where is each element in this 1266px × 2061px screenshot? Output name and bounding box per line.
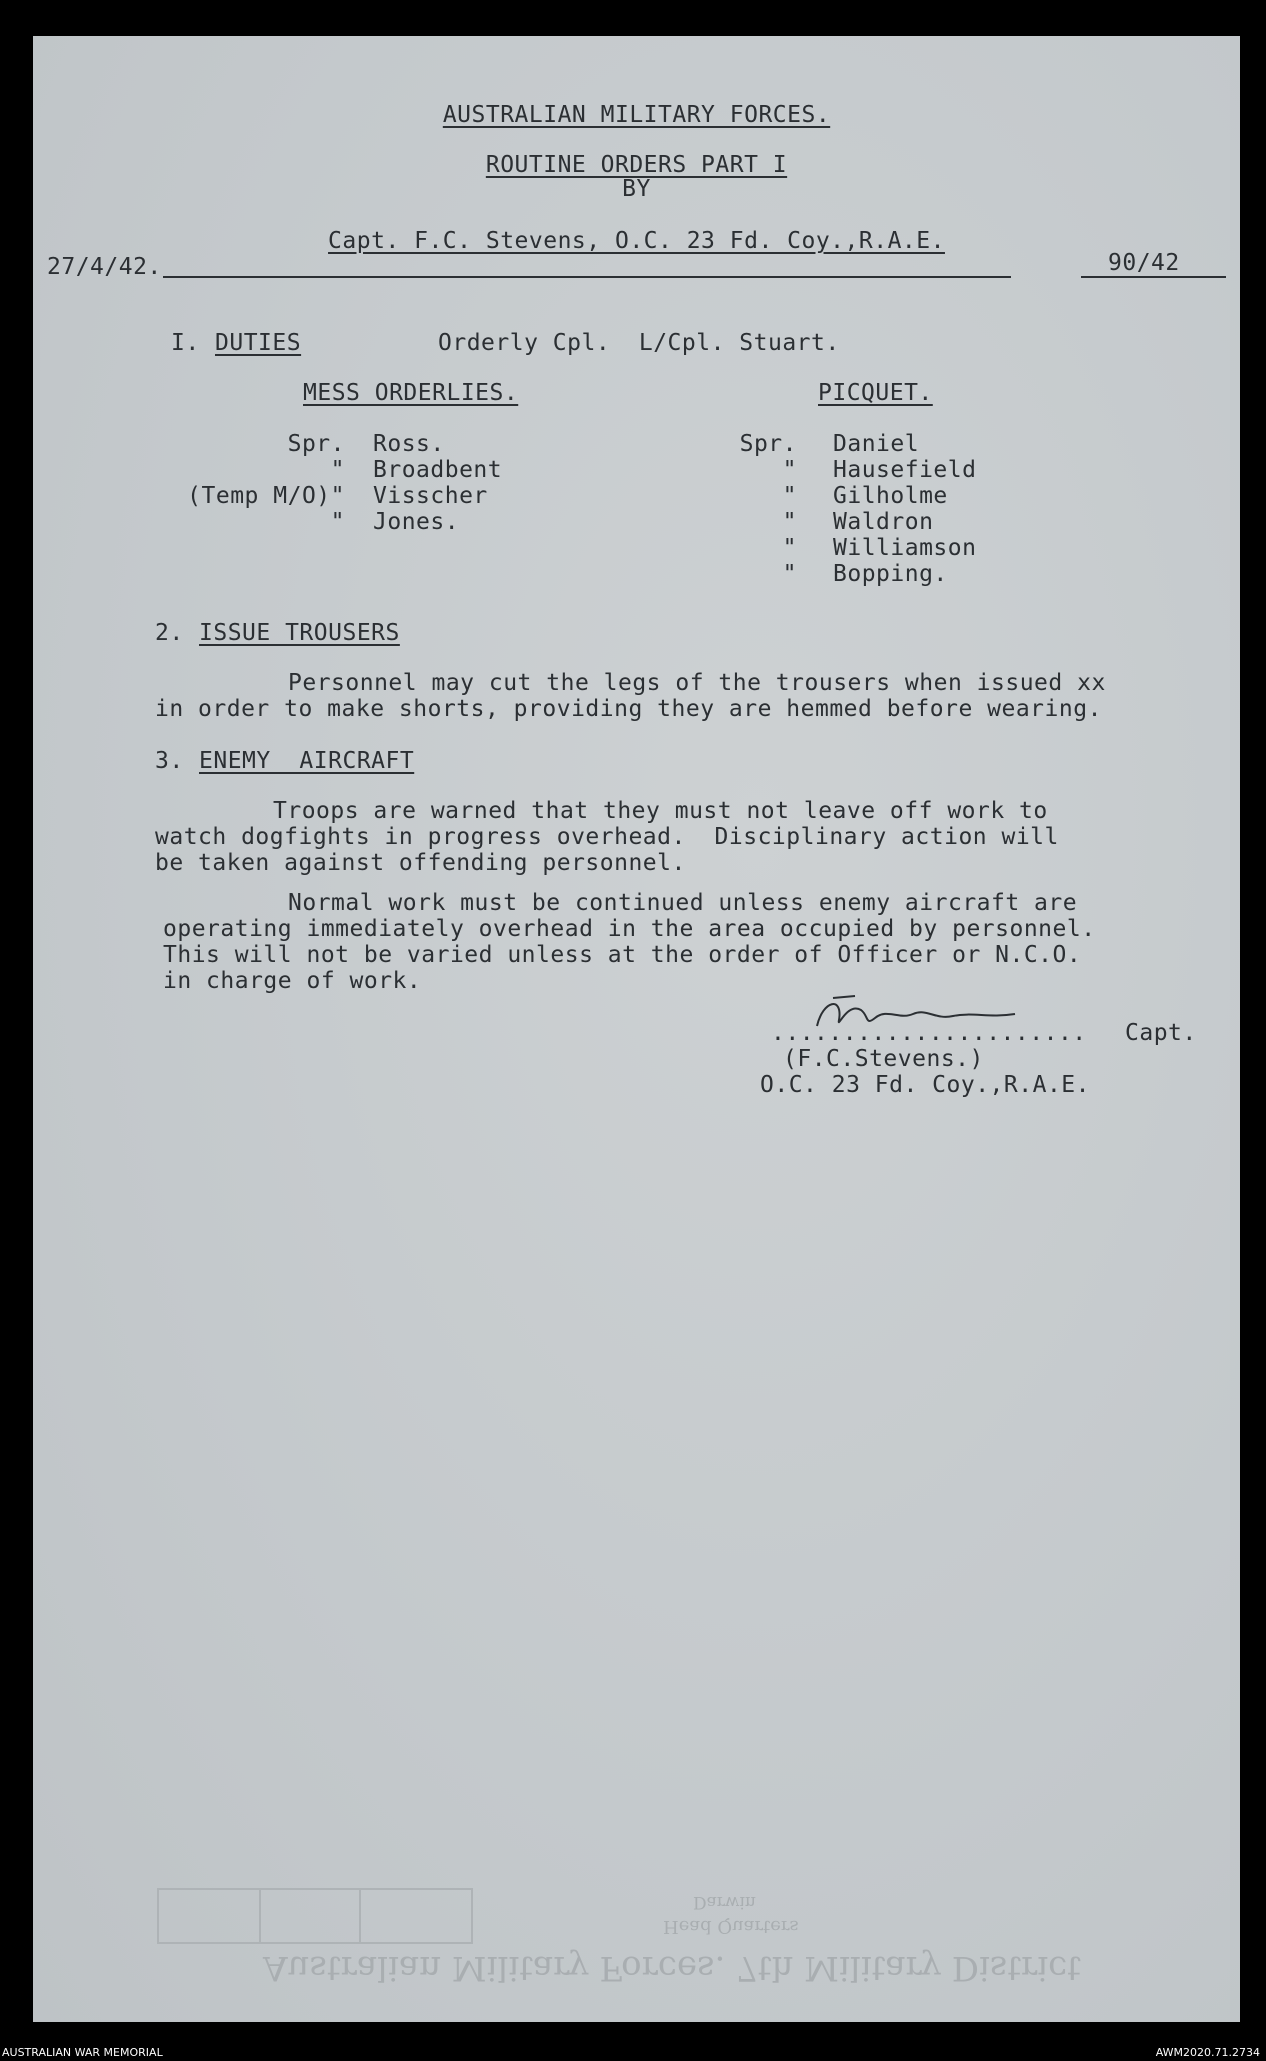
order-number: 90/42 — [1108, 250, 1180, 276]
aircraft-para2-line: This will not be varied unless at the order of Officer or N.C.O. — [163, 942, 1082, 968]
picquet-name: Hausefield — [833, 457, 977, 483]
issuer-line: Capt. F.C. Stevens, O.C. 23 Fd. Coy.,R.A.E. — [328, 228, 945, 254]
picquet-name: Williamson — [833, 535, 977, 561]
signature-dots: ...................... — [771, 1020, 1087, 1046]
header-rule — [163, 276, 1011, 278]
picquet-prefix: " — [782, 509, 797, 535]
mess-prefix: (Temp M/O)" — [187, 483, 345, 509]
mess-name: Broadbent — [373, 457, 503, 483]
mess-name: Visscher — [373, 483, 488, 509]
signatory-name: (F.C.Stevens.) — [783, 1046, 984, 1072]
number-rule — [1081, 276, 1226, 278]
orderly-corporal: Orderly Cpl. L/Cpl. Stuart. — [438, 330, 840, 356]
order-date: 27/4/42. — [47, 254, 162, 280]
mess-prefix: " — [330, 457, 345, 483]
duties-number: I. — [171, 330, 200, 356]
picquet-prefix: " — [782, 561, 797, 587]
faint-stamp-line3: Darwin — [693, 1892, 756, 1912]
picquet-heading: PICQUET. — [818, 380, 933, 406]
aircraft-para1-line: be taken against offending personnel. — [155, 850, 686, 876]
faint-stamp-line1: Australian Military Forces. 7th Military District — [263, 1948, 1081, 1988]
aircraft-para2-line: Normal work must be continued unless enemy aircraft are — [288, 890, 1078, 916]
trousers-line: Personnel may cut the legs of the trousers when issued xx — [288, 670, 1106, 696]
duties-heading: DUTIES — [215, 330, 302, 356]
trousers-line: in order to make shorts, providing they are hemmed before wearing. — [155, 696, 1102, 722]
picquet-prefix: " — [782, 457, 797, 483]
picquet-prefix: Spr. — [739, 431, 797, 457]
picquet-name: Gilholme — [833, 483, 948, 509]
faint-stamp-boxes — [157, 1888, 473, 1944]
aircraft-para1-line: watch dogfights in progress overhead. Disciplinary action will — [155, 824, 1059, 850]
faint-stamp-line2: Head Quarters — [663, 1916, 799, 1937]
org-heading: AUSTRALIAN MILITARY FORCES. — [442, 102, 831, 128]
picquet-name: Waldron — [833, 509, 934, 535]
orders-by: BY — [622, 176, 651, 202]
aircraft-para2-line: operating immediately overhead in the area occupied by personnel. — [163, 916, 1096, 942]
document-sheet — [33, 36, 1240, 2022]
orders-title: ROUTINE ORDERS PART I — [485, 152, 788, 178]
aircraft-para2-line: in charge of work. — [163, 968, 422, 994]
mess-orderlies-heading: MESS ORDERLIES. — [303, 380, 519, 406]
mess-name: Jones. — [373, 509, 460, 535]
picquet-prefix: " — [782, 483, 797, 509]
aircraft-para1-line: Troops are warned that they must not leave off work to — [273, 798, 1048, 824]
picquet-name: Daniel — [833, 431, 920, 457]
mess-prefix: " — [330, 509, 345, 535]
aircraft-number: 3. — [155, 748, 184, 774]
trousers-number: 2. — [155, 620, 184, 646]
mess-prefix: Spr. — [287, 431, 345, 457]
picquet-name: Bopping. — [833, 561, 948, 587]
footer-accession: AWM2020.71.2734 — [1155, 2046, 1260, 2059]
footer-institution: AUSTRALIAN WAR MEMORIAL — [2, 2046, 163, 2059]
signatory-title: O.C. 23 Fd. Coy.,R.A.E. — [760, 1072, 1090, 1098]
trousers-heading: ISSUE TROUSERS — [199, 620, 400, 646]
picquet-prefix: " — [782, 535, 797, 561]
signature-rank: Capt. — [1125, 1020, 1197, 1046]
mess-name: Ross. — [373, 431, 445, 457]
aircraft-heading: ENEMY AIRCRAFT — [199, 748, 415, 774]
